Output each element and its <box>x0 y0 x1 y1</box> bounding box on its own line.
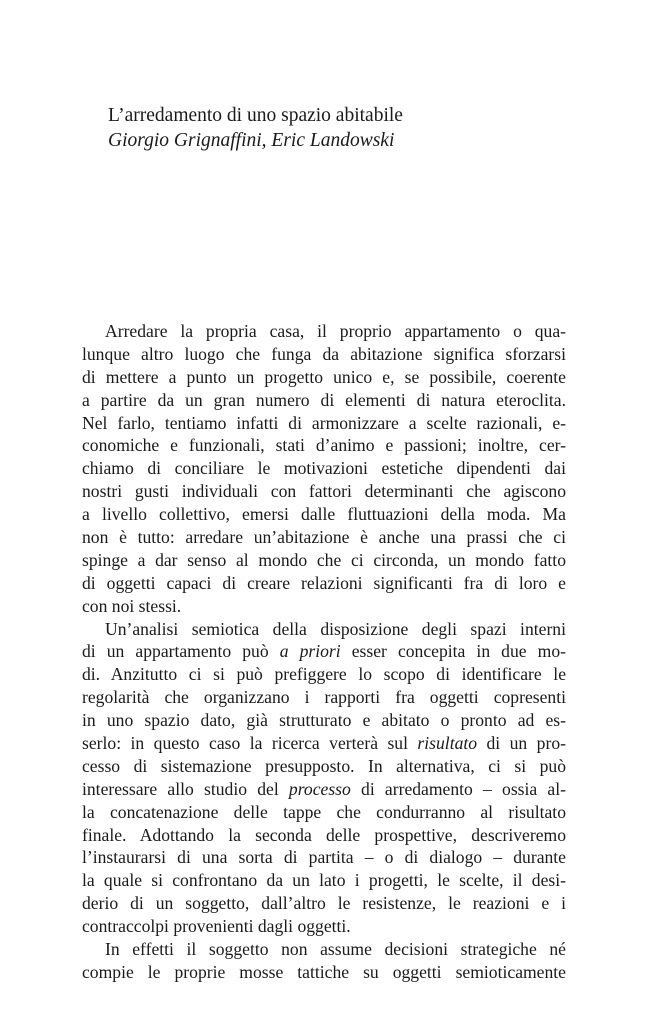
text-segment: contraccolpi provenienti dagli oggetti. <box>82 916 351 937</box>
text-line <box>82 618 566 641</box>
text-line <box>82 526 566 549</box>
text-line <box>82 938 566 961</box>
chapter-title: L’arredamento di uno spazio abitabile <box>108 105 403 126</box>
text-line <box>82 732 566 755</box>
text-segment: compie le proprie mosse tattiche su oggetti semioticamente <box>82 961 566 982</box>
text-segment: l’instaurarsi di una sorta di partita – o di dialogo – durante <box>82 847 566 868</box>
text-segment: la concatenazione delle tappe che condurranno al risultato <box>82 801 566 822</box>
text-segment: derio di un soggetto, dall’altro le resistenze, le reazioni e i <box>82 893 566 914</box>
text-line <box>82 915 566 938</box>
text-segment: non è tutto: arredare un’abitazione è anche una prassi che ci <box>82 527 566 548</box>
text-line <box>82 549 566 572</box>
italic-term: risultato <box>417 733 478 754</box>
text-segment: Un’analisi semiotica della disposizione degli spazi interni <box>105 618 566 639</box>
text-segment: di arredamento – ossia al- <box>350 778 566 799</box>
chapter-header <box>108 103 568 153</box>
text-line <box>82 824 566 847</box>
chapter-authors: Giorgio Grignaffini, Eric Landowski <box>108 130 395 151</box>
text-line <box>82 640 566 663</box>
text-line <box>82 343 566 366</box>
text-line <box>82 686 566 709</box>
text-segment: di un appartamento può <box>82 641 280 662</box>
text-segment: conomiche e funzionali, stati d’animo e passioni; inoltre, cer- <box>82 435 566 456</box>
text-line <box>82 663 566 686</box>
text-line <box>82 801 566 824</box>
text-segment: chiamo di conciliare le motivazioni estetiche dipendenti dai <box>82 458 566 479</box>
text-segment: lunque altro luogo che funga da abitazione significa sforzarsi <box>82 343 566 364</box>
text-line <box>82 892 566 915</box>
text-segment: spinge a dar senso al mondo che ci circonda, un mondo fatto <box>82 549 566 570</box>
text-line <box>82 778 566 801</box>
text-line <box>82 389 566 412</box>
text-line <box>82 709 566 732</box>
italic-term: a priori <box>279 641 341 662</box>
text-segment: di mettere a punto un progetto unico e, se possibile, coerente <box>82 366 566 387</box>
text-line <box>82 595 566 618</box>
text-segment: in uno spazio dato, già strutturato e abitato o pronto ad es- <box>82 710 566 731</box>
text-segment: a partire da un gran numero di elementi di natura eteroclita. <box>82 389 566 410</box>
text-segment: serlo: in questo caso la ricerca verterà sul <box>82 733 418 754</box>
paragraph <box>82 618 566 938</box>
text-line <box>82 572 566 595</box>
text-segment: esser concepita in due mo- <box>340 641 566 662</box>
text-segment: a livello collettivo, emersi dalle fluttuazioni della moda. Ma <box>82 504 566 525</box>
text-segment: interessare allo studio del <box>82 778 289 799</box>
text-line <box>82 503 566 526</box>
text-line <box>82 434 566 457</box>
text-line <box>82 457 566 480</box>
paragraph <box>82 938 566 984</box>
text-line <box>82 869 566 892</box>
text-line <box>82 480 566 503</box>
text-line <box>82 366 566 389</box>
text-segment: regolarità che organizzano i rapporti fra oggetti copresenti <box>82 687 566 708</box>
text-segment: la quale si confrontano da un lato i progetti, le scelte, il desi- <box>82 870 566 891</box>
text-line <box>82 320 566 343</box>
body-text <box>82 320 566 984</box>
text-line <box>82 412 566 435</box>
text-segment: Nel farlo, tentiamo infatti di armonizzare a scelte razionali, e- <box>82 412 566 433</box>
paragraph <box>82 320 566 618</box>
text-segment: Arredare la propria casa, il proprio appartamento o qua- <box>105 321 566 341</box>
text-line <box>82 846 566 869</box>
text-segment: di. Anzitutto ci si può prefiggere lo scopo di identificare le <box>82 664 566 685</box>
text-segment: finale. Adottando la seconda delle prospettive, descriveremo <box>82 824 566 845</box>
text-segment: In effetti il soggetto non assume decisioni strategiche né <box>105 939 566 960</box>
italic-term: processo <box>288 778 351 799</box>
text-segment: di un pro- <box>477 733 566 754</box>
text-segment: di oggetti capaci di creare relazioni significanti fra di loro e <box>82 572 566 593</box>
text-segment: nostri gusti individuali con fattori determinanti che agiscono <box>82 481 566 502</box>
text-line <box>82 961 566 984</box>
text-segment: cesso di sistemazione presupposto. In alternativa, ci si può <box>82 755 566 776</box>
text-line <box>82 755 566 778</box>
text-segment: con noi stessi. <box>82 595 182 616</box>
